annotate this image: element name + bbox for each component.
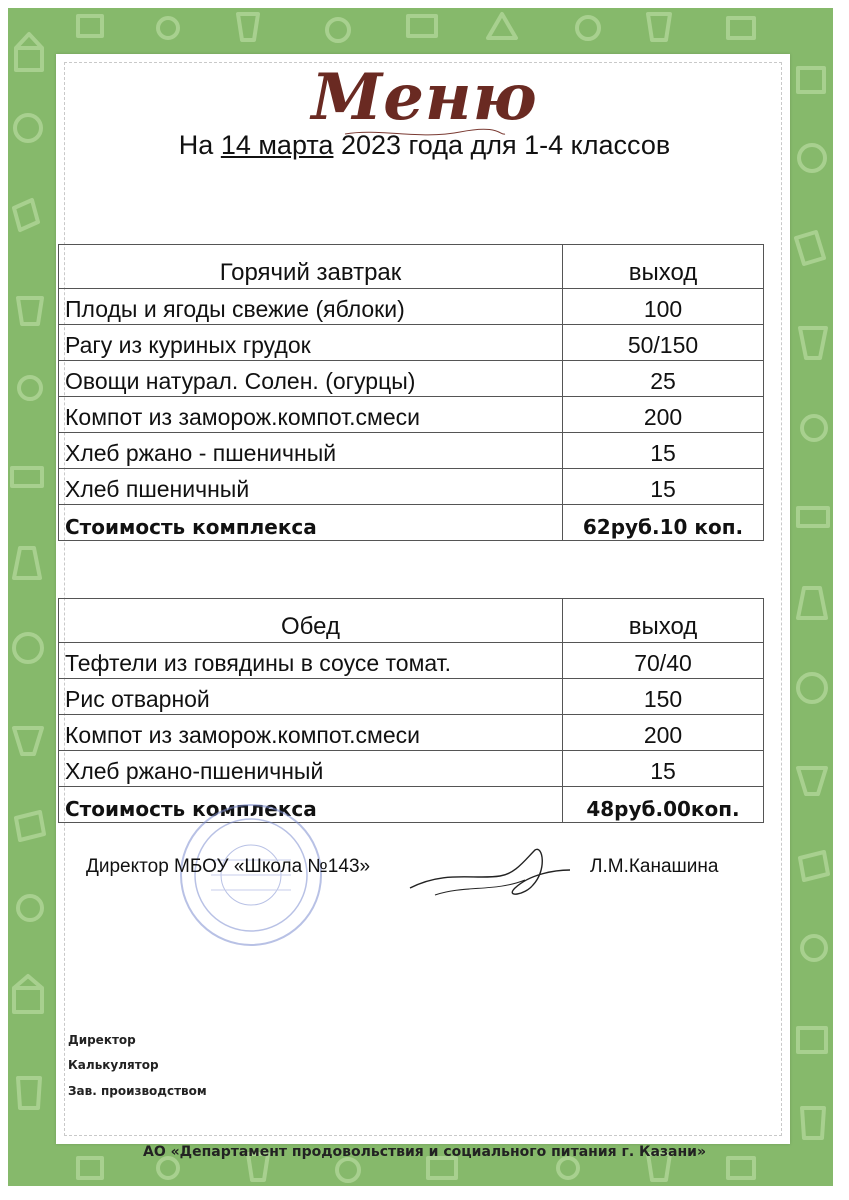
- dish-yield: 100: [563, 289, 764, 325]
- dish-yield: 200: [563, 397, 764, 433]
- dish-name: Компот из заморож.компот.смеси: [59, 715, 563, 751]
- lunch-table: [58, 598, 764, 823]
- breakfast-table: [58, 244, 764, 541]
- dish-name: Хлеб ржано - пшеничный: [59, 433, 563, 469]
- director-position: Директор МБОУ «Школа №143»: [86, 856, 371, 877]
- dish-name: Овощи натурал. Солен. (огурцы): [59, 361, 563, 397]
- dish-name: Компот из заморож.компот.смеси: [59, 397, 563, 433]
- dish-name: Хлеб пшеничный: [59, 469, 563, 505]
- yield-header: выход: [563, 599, 764, 643]
- director-name: Л.М.Канашина: [590, 856, 719, 877]
- table-row: [59, 361, 764, 397]
- total-row: [59, 505, 764, 541]
- dish-yield: 15: [563, 433, 764, 469]
- dish-name: Рагу из куриных грудок: [59, 325, 563, 361]
- dish-yield: 50/150: [563, 325, 764, 361]
- dish-name: Рис отварной: [59, 679, 563, 715]
- footer-role-production-head: Зав. производством: [68, 1084, 207, 1098]
- dish-name: Хлеб ржано-пшеничный: [59, 751, 563, 787]
- dish-yield: 150: [563, 679, 764, 715]
- handwritten-signature: [405, 840, 575, 910]
- menu-subtitle: [0, 130, 849, 161]
- subtitle-prefix: На: [178, 130, 221, 160]
- breakfast-heading: Горячий завтрак: [59, 245, 563, 289]
- subtitle-suffix: 2023 года для 1-4 классов: [333, 130, 671, 160]
- total-label: Стоимость комплекса: [59, 787, 563, 823]
- table-row: [59, 397, 764, 433]
- table-row: [59, 433, 764, 469]
- dish-yield: 200: [563, 715, 764, 751]
- department-footer: АО «Департамент продовольствия и социального питания г. Казани»: [142, 1144, 707, 1160]
- dish-yield: 15: [563, 469, 764, 505]
- table-row: [59, 469, 764, 505]
- total-value: 62руб.10 коп.: [563, 505, 764, 541]
- table-header-row: [59, 599, 764, 643]
- lunch-heading: Обед: [59, 599, 563, 643]
- table-row: [59, 325, 764, 361]
- footer-role-director: Директор: [68, 1033, 136, 1047]
- menu-title: Меню: [311, 60, 538, 135]
- table-row: [59, 751, 764, 787]
- table-row: [59, 715, 764, 751]
- dish-yield: 25: [563, 361, 764, 397]
- decorative-frame: [8, 8, 833, 1186]
- subtitle-date: 14 марта: [220, 130, 334, 160]
- dish-name: Тефтели из говядины в соусе томат.: [59, 643, 563, 679]
- table-row: [59, 643, 764, 679]
- dish-yield: 15: [563, 751, 764, 787]
- footer-role-calculator: Калькулятор: [68, 1058, 159, 1072]
- dish-name: Плоды и ягоды свежие (яблоки): [59, 289, 563, 325]
- dish-yield: 70/40: [563, 643, 764, 679]
- table-row: [59, 289, 764, 325]
- table-row: [59, 679, 764, 715]
- total-label: Стоимость комплекса: [59, 505, 563, 541]
- total-row: [59, 787, 764, 823]
- table-header-row: [59, 245, 764, 289]
- total-value: 48руб.00коп.: [563, 787, 764, 823]
- yield-header: выход: [563, 245, 764, 289]
